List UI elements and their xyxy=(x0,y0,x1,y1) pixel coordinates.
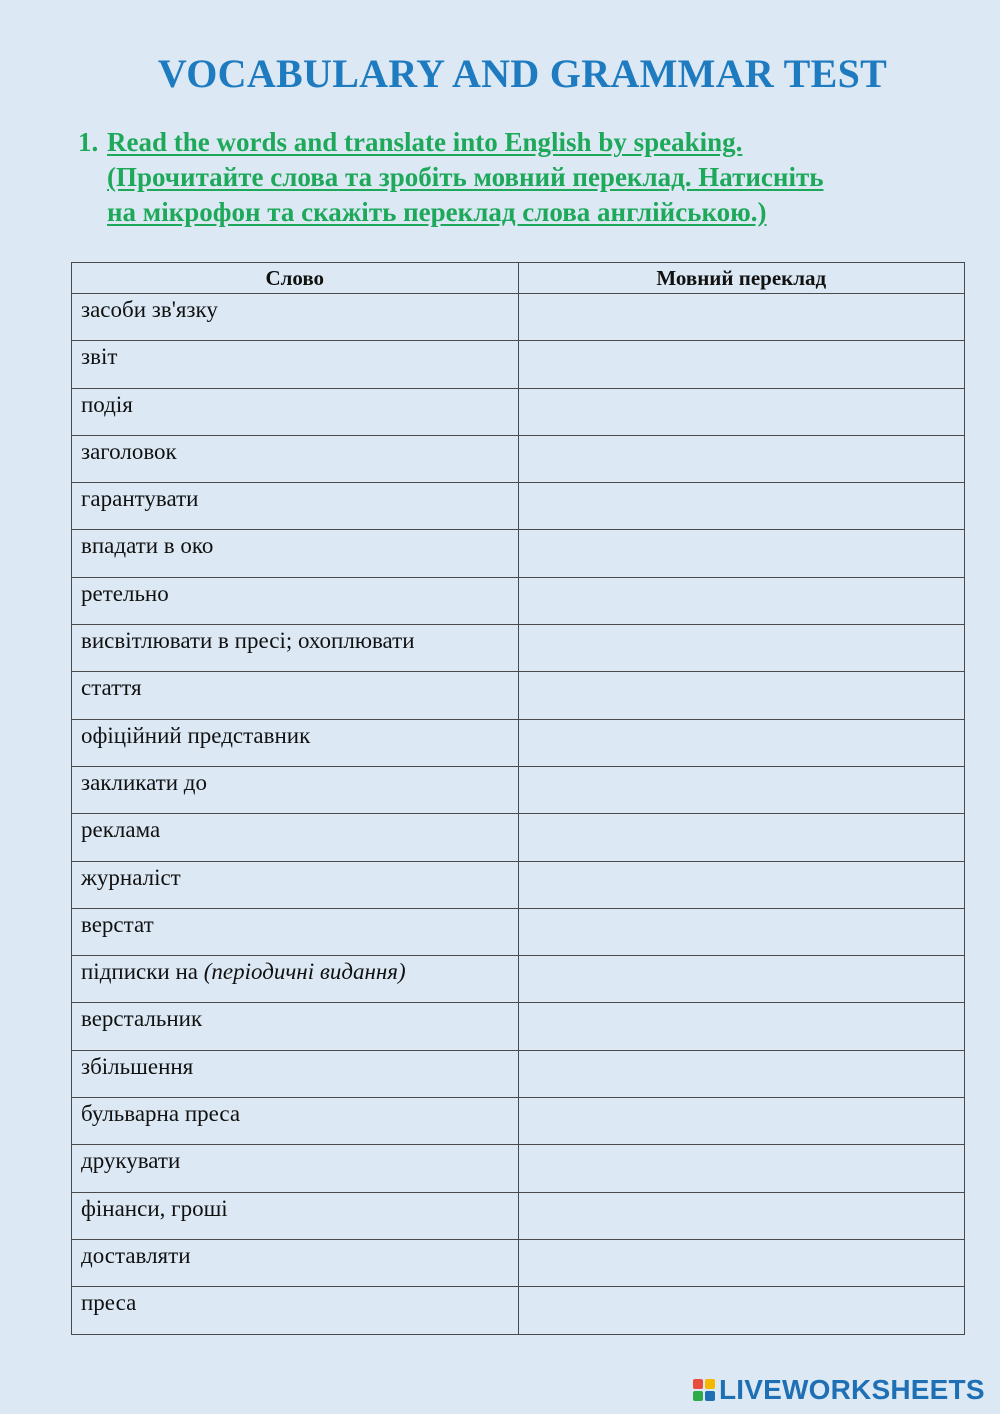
table-row xyxy=(72,388,965,435)
word-cell xyxy=(72,908,519,955)
table-row xyxy=(72,1239,965,1286)
table-row xyxy=(72,672,965,719)
word-text: верстат xyxy=(81,911,154,937)
word-text: засоби зв'язку xyxy=(81,297,218,322)
table-row xyxy=(72,1145,965,1192)
table-row xyxy=(72,625,965,672)
word-text: ретельно xyxy=(81,580,169,606)
word-text: гарантувати xyxy=(81,486,199,512)
word-cell xyxy=(72,341,519,388)
logo-square xyxy=(705,1379,715,1389)
word-cell xyxy=(72,388,519,435)
word-cell xyxy=(72,1287,519,1334)
word-cell xyxy=(72,1192,519,1239)
translation-answer-cell[interactable] xyxy=(518,1192,965,1239)
word-cell xyxy=(72,530,519,577)
word-text: реклама xyxy=(81,817,161,843)
translation-answer-cell[interactable] xyxy=(518,435,965,482)
task-line: Read the words and translate into English by speaking. xyxy=(107,127,743,157)
word-cell xyxy=(72,1003,519,1050)
word-text: підписки на xyxy=(81,959,204,985)
table-header-row xyxy=(72,263,965,294)
word-text: друкувати xyxy=(81,1148,181,1174)
translation-answer-cell[interactable] xyxy=(518,861,965,908)
word-text: звіт xyxy=(81,344,118,370)
table-row xyxy=(72,577,965,624)
translation-answer-cell[interactable] xyxy=(518,672,965,719)
translation-answer-cell[interactable] xyxy=(518,1145,965,1192)
word-cell xyxy=(72,1098,519,1145)
word-cell xyxy=(72,1239,519,1286)
word-cell xyxy=(72,294,519,341)
word-text: бульварна преса xyxy=(81,1101,241,1127)
word-text: висвітлювати в пресі; охоплювати xyxy=(81,628,415,654)
table-row xyxy=(72,341,965,388)
word-cell xyxy=(72,719,519,766)
table-row xyxy=(72,1050,965,1097)
word-cell xyxy=(72,1145,519,1192)
translation-answer-cell[interactable] xyxy=(518,294,965,341)
word-cell xyxy=(72,672,519,719)
translation-answer-cell[interactable] xyxy=(518,483,965,530)
table-row xyxy=(72,861,965,908)
table-row xyxy=(72,1003,965,1050)
word-cell xyxy=(72,483,519,530)
word-cell xyxy=(72,956,519,1003)
table-row xyxy=(72,814,965,861)
liveworksheets-logo xyxy=(693,1375,985,1405)
translation-answer-cell[interactable] xyxy=(518,388,965,435)
translation-answer-cell[interactable] xyxy=(518,814,965,861)
header-translation: Мовний переклад xyxy=(518,263,965,294)
word-cell xyxy=(72,435,519,482)
word-text: доставляти xyxy=(81,1242,191,1268)
translation-answer-cell[interactable] xyxy=(518,1003,965,1050)
word-text: офіційний представник xyxy=(81,722,311,748)
table-row xyxy=(72,483,965,530)
word-text: заголовок xyxy=(81,438,177,464)
translation-answer-cell[interactable] xyxy=(518,341,965,388)
translation-answer-cell[interactable] xyxy=(518,625,965,672)
translation-answer-cell[interactable] xyxy=(518,766,965,813)
table-row xyxy=(72,435,965,482)
vocabulary-table xyxy=(71,262,965,1335)
task-text xyxy=(107,125,948,230)
logo-square xyxy=(693,1391,703,1401)
table-row xyxy=(72,1287,965,1334)
table-row xyxy=(72,530,965,577)
translation-answer-cell[interactable] xyxy=(518,530,965,577)
word-text: фінанси, гроші xyxy=(81,1195,228,1221)
translation-answer-cell[interactable] xyxy=(518,1287,965,1334)
word-cell xyxy=(72,766,519,813)
logo-square xyxy=(705,1391,715,1401)
word-text: журналіст xyxy=(81,864,181,890)
word-cell xyxy=(72,1050,519,1097)
page-title: VOCABULARY AND GRAMMAR TEST xyxy=(157,51,888,96)
word-text: закликати до xyxy=(81,769,208,795)
word-text: стаття xyxy=(81,675,142,701)
table-row xyxy=(72,766,965,813)
logo-square xyxy=(693,1379,703,1389)
word-cell xyxy=(72,577,519,624)
translation-answer-cell[interactable] xyxy=(518,908,965,955)
task-instruction xyxy=(78,125,948,230)
translation-answer-cell[interactable] xyxy=(518,577,965,624)
logo-mark-icon xyxy=(693,1379,715,1401)
translation-answer-cell[interactable] xyxy=(518,1050,965,1097)
word-cell xyxy=(72,625,519,672)
task-line: на мікрофон та скажіть переклад слова англійською.) xyxy=(107,197,767,227)
table-row xyxy=(72,908,965,955)
translation-answer-cell[interactable] xyxy=(518,956,965,1003)
word-text: верстальник xyxy=(81,1006,203,1032)
header-word: Слово xyxy=(72,263,519,294)
word-cell xyxy=(72,814,519,861)
table-row xyxy=(72,956,965,1003)
word-text: преса xyxy=(81,1290,137,1316)
word-text: подія xyxy=(81,391,133,417)
word-text: впадати в око xyxy=(81,533,214,559)
table-row xyxy=(72,294,965,341)
word-cell xyxy=(72,861,519,908)
table-row xyxy=(72,719,965,766)
translation-answer-cell[interactable] xyxy=(518,1239,965,1286)
task-number: 1. xyxy=(78,127,99,157)
task-line: (Прочитайте слова та зробіть мовний переклад. Натисніть xyxy=(107,162,824,192)
translation-answer-cell[interactable] xyxy=(518,1098,965,1145)
logo-text: LIVEWORKSHEETS xyxy=(719,1374,985,1405)
word-text: збільшення xyxy=(81,1053,194,1079)
table-body xyxy=(72,294,965,1335)
word-note: (періодичні видання) xyxy=(203,959,406,985)
table-row xyxy=(72,1098,965,1145)
table-row xyxy=(72,1192,965,1239)
translation-answer-cell[interactable] xyxy=(518,719,965,766)
